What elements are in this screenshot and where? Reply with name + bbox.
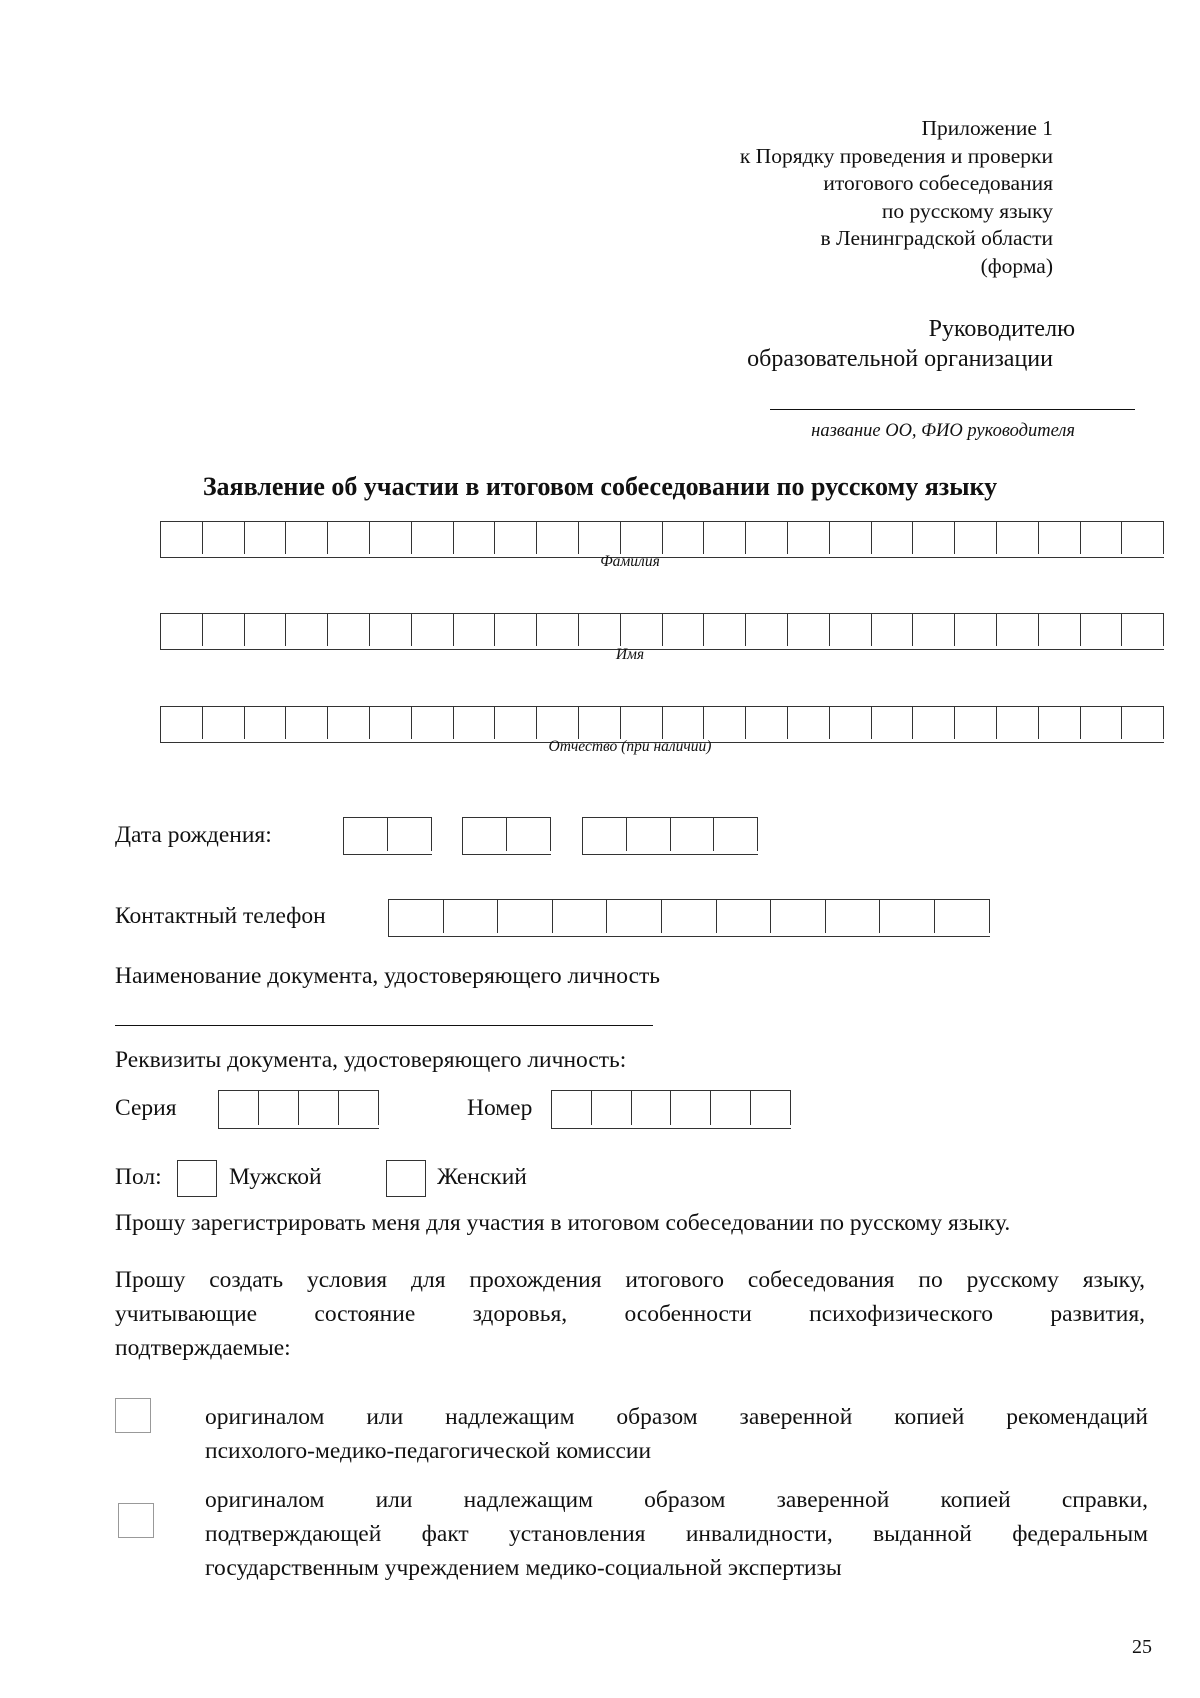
letter-box[interactable] [621, 614, 663, 646]
letter-box[interactable] [286, 522, 328, 554]
number-boxes[interactable] [551, 1090, 791, 1129]
gender-male-checkbox[interactable] [177, 1160, 217, 1197]
letter-box[interactable] [412, 707, 454, 739]
birth-date-label: Дата рождения: [115, 822, 272, 848]
letter-box[interactable] [872, 614, 914, 646]
digit-box[interactable] [714, 818, 758, 851]
letter-box[interactable] [161, 707, 203, 739]
disability-certificate-option [205, 1483, 1148, 1585]
pmpk-recommendation-checkbox[interactable] [115, 1398, 151, 1433]
digit-box[interactable] [507, 818, 551, 851]
digit-box[interactable] [344, 818, 388, 851]
digit-box[interactable] [552, 1091, 592, 1125]
digit-box[interactable] [751, 1091, 791, 1125]
letter-box[interactable] [495, 614, 537, 646]
digit-box[interactable] [717, 900, 772, 933]
letter-box[interactable] [830, 707, 872, 739]
letter-box[interactable] [746, 522, 788, 554]
letter-box[interactable] [663, 614, 705, 646]
digit-box[interactable] [880, 900, 935, 933]
letter-box[interactable] [495, 707, 537, 739]
header-line: итогового собеседования [823, 171, 1053, 196]
digit-box[interactable] [339, 1091, 379, 1125]
appendix-header [740, 115, 1053, 281]
letter-box[interactable] [872, 707, 914, 739]
letter-box[interactable] [1122, 522, 1164, 554]
letter-box[interactable] [161, 522, 203, 554]
letter-box[interactable] [913, 707, 955, 739]
gender-label: Пол: [115, 1164, 162, 1190]
letter-box[interactable] [370, 522, 412, 554]
letter-box[interactable] [579, 522, 621, 554]
letter-box[interactable] [286, 707, 328, 739]
option-line: психолого-медико-педагогической комиссии [205, 1438, 652, 1464]
letter-box[interactable] [788, 522, 830, 554]
letter-box[interactable] [537, 614, 579, 646]
letter-box[interactable] [788, 614, 830, 646]
option-line: государственным учреждением медико-социальной экспертизы [205, 1555, 842, 1581]
pmpk-recommendation-option [205, 1400, 1148, 1468]
letter-box[interactable] [412, 522, 454, 554]
surname-caption: Фамилия [600, 553, 660, 570]
addressee-line1: Руководителю [928, 316, 1075, 342]
letter-box[interactable] [245, 707, 287, 739]
letter-box[interactable] [203, 522, 245, 554]
letter-box[interactable] [1081, 707, 1123, 739]
letter-box[interactable] [663, 522, 705, 554]
option-line: оригиналом или надлежащим образом заверенной копией рекомендаций [205, 1404, 1148, 1430]
gender-female-label: Женский [437, 1164, 527, 1190]
header-line: (форма) [980, 253, 1053, 278]
number-label: Номер [467, 1095, 533, 1121]
letter-box[interactable] [370, 707, 412, 739]
digit-box[interactable] [299, 1091, 339, 1125]
letter-box[interactable] [830, 614, 872, 646]
letter-box[interactable] [746, 707, 788, 739]
letter-box[interactable] [579, 707, 621, 739]
option-line: оригиналом или надлежащим образом заверенной копией справки, [205, 1487, 1148, 1513]
registration-request: Прошу зарегистрировать меня для участия в итоговом собеседовании по русскому языку. [115, 1210, 1011, 1236]
series-label: Серия [115, 1095, 177, 1121]
digit-box[interactable] [826, 900, 881, 933]
letter-box[interactable] [997, 522, 1039, 554]
letter-box[interactable] [245, 614, 287, 646]
phone-boxes[interactable] [388, 899, 990, 937]
name-boxes[interactable] [160, 613, 1164, 650]
header-line: Приложение 1 [921, 116, 1053, 140]
letter-box[interactable] [454, 707, 496, 739]
digit-box[interactable] [498, 900, 553, 933]
birth-day-boxes[interactable] [343, 817, 432, 855]
letter-box[interactable] [788, 707, 830, 739]
letter-box[interactable] [328, 707, 370, 739]
digit-box[interactable] [662, 900, 717, 933]
letter-box[interactable] [1122, 614, 1164, 646]
digit-box[interactable] [389, 900, 444, 933]
letter-box[interactable] [370, 614, 412, 646]
digit-box[interactable] [771, 900, 826, 933]
document-name-label: Наименование документа, удостоверяющего личность [115, 963, 660, 989]
letter-box[interactable] [913, 522, 955, 554]
header-line: в Ленинградской области [820, 226, 1053, 251]
digit-box[interactable] [671, 1091, 711, 1125]
name-caption: Имя [615, 646, 645, 663]
letter-box[interactable] [830, 522, 872, 554]
letter-box[interactable] [955, 522, 997, 554]
gender-male-label: Мужской [229, 1164, 322, 1190]
letter-box[interactable] [454, 522, 496, 554]
letter-box[interactable] [1081, 614, 1123, 646]
patronymic-caption: Отчество (при наличии) [548, 738, 712, 755]
header-line: по русскому языку [881, 198, 1053, 223]
letter-box[interactable] [704, 522, 746, 554]
letter-box[interactable] [286, 614, 328, 646]
letter-box[interactable] [997, 614, 1039, 646]
letter-box[interactable] [454, 614, 496, 646]
digit-box[interactable] [388, 818, 432, 851]
conditions-line: Прошу создать условия для прохождения итогового собеседования по русскому языку, [115, 1267, 1145, 1293]
letter-box[interactable] [1039, 522, 1081, 554]
letter-box[interactable] [704, 614, 746, 646]
disability-certificate-checkbox[interactable] [118, 1503, 154, 1538]
digit-box[interactable] [935, 900, 990, 933]
conditions-line: подтверждаемые: [115, 1335, 291, 1361]
letter-box[interactable] [955, 707, 997, 739]
letter-box[interactable] [1122, 707, 1164, 739]
conditions-line: учитывающие состояние здоровья, особенности психофизического развития, [115, 1301, 1145, 1327]
letter-box[interactable] [537, 707, 579, 739]
letter-box[interactable] [412, 614, 454, 646]
letter-box[interactable] [328, 614, 370, 646]
option-line: подтверждающей факт установления инвалидности, выданной федеральным [205, 1521, 1148, 1547]
header-line: к Порядку проведения и проверки [739, 143, 1053, 168]
letter-box[interactable] [579, 614, 621, 646]
digit-box[interactable] [627, 818, 671, 851]
gender-female-checkbox[interactable] [386, 1160, 426, 1197]
letter-box[interactable] [955, 614, 997, 646]
letter-box[interactable] [746, 614, 788, 646]
birth-month-boxes[interactable] [462, 817, 551, 855]
document-requisites-label: Реквизиты документа, удостоверяющего личность: [115, 1047, 627, 1073]
digit-box[interactable] [632, 1091, 672, 1125]
digit-box[interactable] [553, 900, 608, 933]
digit-box[interactable] [592, 1091, 632, 1125]
letter-box[interactable] [704, 707, 746, 739]
letter-box[interactable] [872, 522, 914, 554]
letter-box[interactable] [161, 614, 203, 646]
page-number: 25 [1132, 1636, 1152, 1658]
digit-box[interactable] [259, 1091, 299, 1125]
letter-box[interactable] [621, 707, 663, 739]
document-name-line[interactable] [115, 1025, 653, 1026]
digit-box[interactable] [219, 1091, 259, 1125]
digit-box[interactable] [671, 818, 715, 851]
birth-year-boxes[interactable] [582, 817, 758, 855]
digit-box[interactable] [607, 900, 662, 933]
letter-box[interactable] [245, 522, 287, 554]
letter-box[interactable] [495, 522, 537, 554]
digit-box[interactable] [444, 900, 499, 933]
addressee-blank-line[interactable] [770, 409, 1135, 410]
letter-box[interactable] [203, 707, 245, 739]
letter-box[interactable] [621, 522, 663, 554]
letter-box[interactable] [663, 707, 705, 739]
phone-label: Контактный телефон [115, 903, 326, 929]
letter-box[interactable] [1039, 707, 1081, 739]
conditions-paragraph [115, 1263, 1145, 1365]
series-boxes[interactable] [218, 1090, 379, 1129]
digit-box[interactable] [583, 818, 627, 851]
letter-box[interactable] [1081, 522, 1123, 554]
letter-box[interactable] [997, 707, 1039, 739]
letter-box[interactable] [203, 614, 245, 646]
letter-box[interactable] [328, 522, 370, 554]
form-title: Заявление об участии в итоговом собеседовании по русскому языку [202, 472, 998, 501]
addressee-caption: название ОО, ФИО руководителя [811, 421, 1075, 441]
digit-box[interactable] [711, 1091, 751, 1125]
addressee-line2: образовательной организации [747, 346, 1053, 372]
letter-box[interactable] [537, 522, 579, 554]
digit-box[interactable] [463, 818, 507, 851]
letter-box[interactable] [1039, 614, 1081, 646]
letter-box[interactable] [913, 614, 955, 646]
